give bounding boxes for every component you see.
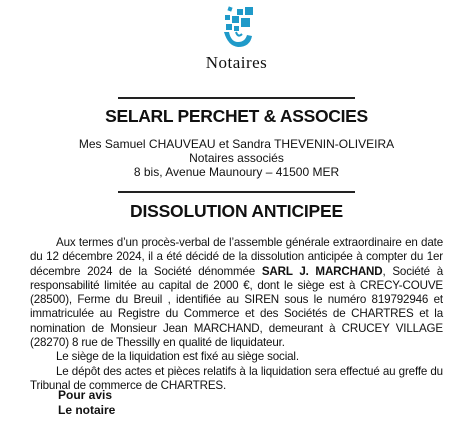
partners-line: Mes Samuel CHAUVEAU et Sandra THEVENIN-OLIVEIRA — [78, 137, 395, 151]
signature-pour-avis: Pour avis — [58, 388, 113, 402]
notaires-logo — [0, 6, 473, 72]
company-name: SARL J. MARCHAND — [261, 264, 383, 278]
notice-title: DISSOLUTION ANTICIPEE — [130, 201, 343, 221]
associates-line: Notaires associés — [189, 151, 284, 165]
top-divider — [118, 97, 355, 99]
notice-body — [30, 236, 443, 393]
paragraph-1-rest: , Société à responsabilité limitée au capital de 2000 €, dont le siège est à CRECY-COUVE (28500), Ferme du Breuil , identifiée au SIREN sous le numéro 819792946 et immatriculée au Registre du Commerce et des Sociétés de CHARTRES et la nomination de Monsieur Jean MARCHAND, demeurant à CRUCEY VILLAGE (28270) 8 rue de Thessilly en qualité de liquidateur. — [30, 264, 444, 350]
firm-name: SELARL PERCHET & ASSOCIES — [105, 106, 368, 126]
middle-divider — [118, 191, 355, 193]
address-line: 8 bis, Avenue Maunoury – 41500 MER — [133, 165, 340, 179]
paragraph-1-intro: Aux termes d’un procès-verbal de l’assemble générale extraordinaire en date du 12 décembre 2024, il a été décidé de la dissolution anticipée à compter du 1er décembre 2024 de la Société dénommée — [30, 236, 443, 278]
paragraph-1 — [30, 236, 443, 350]
notaires-emblem-icon — [206, 6, 270, 50]
logo-wordmark: Notaires — [205, 53, 268, 72]
signature-le-notaire: Le notaire — [58, 403, 116, 417]
paragraph-3: Le dépôt des actes et pièces relatifs à la liquidation sera effectué au greffe du Tribunal de commerce de CHARTRES. — [30, 364, 443, 392]
paragraph-2: Le siège de la liquidation est fixé au siège social. — [56, 350, 299, 364]
